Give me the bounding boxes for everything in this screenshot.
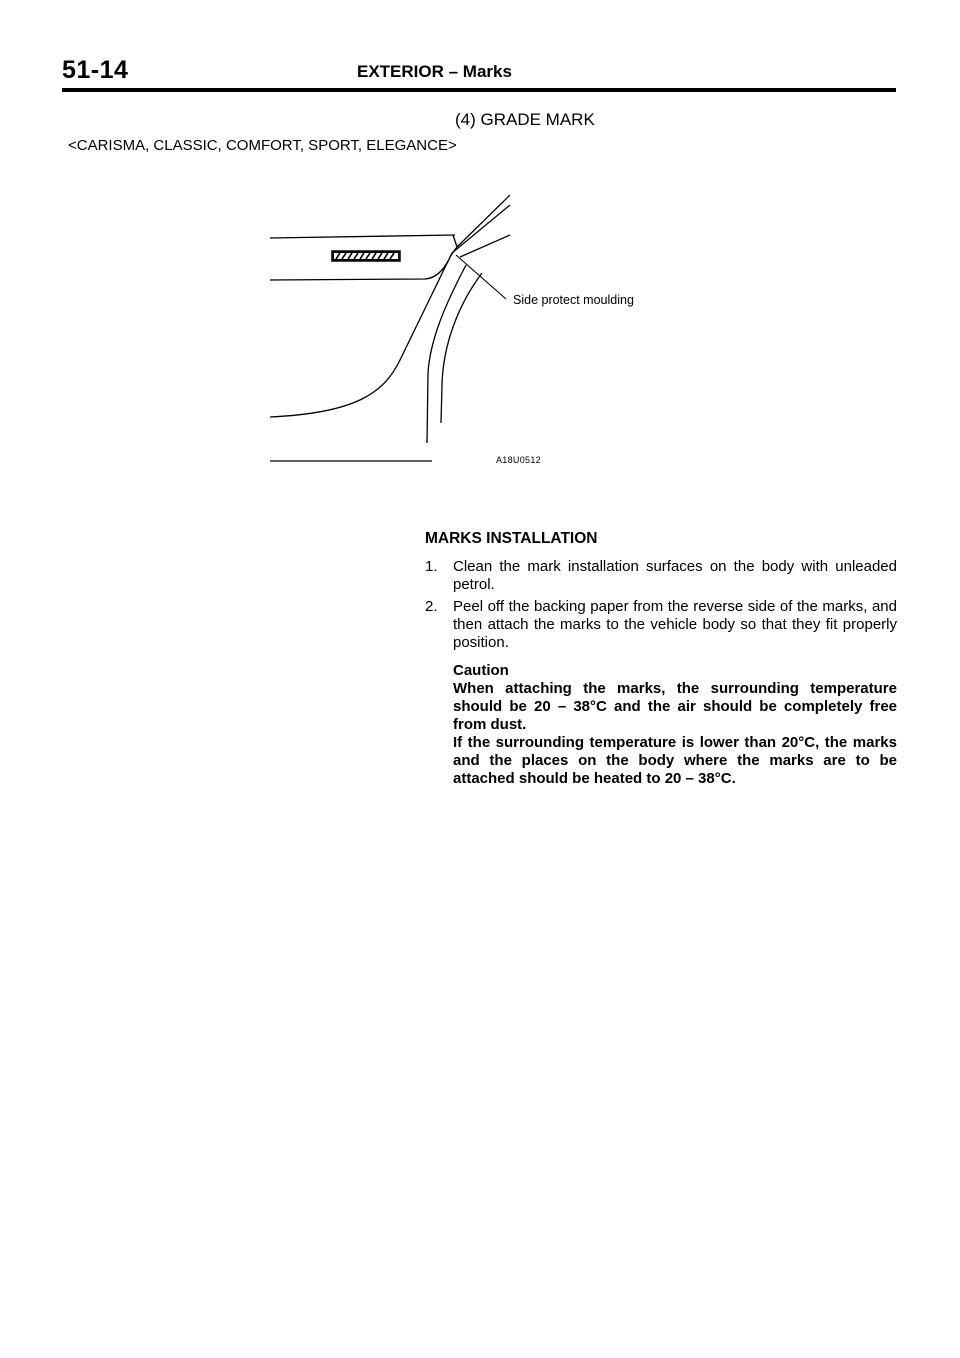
figure-code: A18U0512 [496,455,541,465]
step-number: 1. [425,558,438,575]
grade-mark-emblem [332,251,400,261]
section-heading: (4) GRADE MARK [455,110,595,129]
step-number: 2. [425,598,438,615]
page-number: 51-14 [62,56,129,84]
caution-block [453,662,897,788]
step-text: Peel off the backing paper from the reverse side of the marks, and then attach the marks to the vehicle body so that they fit properly position. [453,598,897,651]
header-divider [62,88,896,92]
callout-leader-line [456,255,506,299]
step-item [425,598,897,652]
grade-mark-illustration [260,195,680,475]
grade-mark-figure [260,195,680,475]
installation-steps [425,558,897,652]
step-text: Clean the mark installation surfaces on the body with unleaded petrol. [453,558,897,593]
model-variants: <CARISMA, CLASSIC, COMFORT, SPORT, ELEGANCE> [68,137,457,154]
installation-heading: MARKS INSTALLATION [425,530,598,547]
caution-paragraph: If the surrounding temperature is lower than 20°C, the marks and the places on the body where the marks are to be attached should be heated to 20 – 38°C. [453,734,897,787]
step-item [425,558,897,594]
caution-title: Caution [453,662,509,679]
caution-paragraph: When attaching the marks, the surrounding temperature should be 20 – 38°C and the air should be completely free from dust. [453,680,897,733]
installation-section [425,530,897,788]
page-title: EXTERIOR – Marks [357,62,512,81]
callout-label: Side protect moulding [513,293,634,307]
